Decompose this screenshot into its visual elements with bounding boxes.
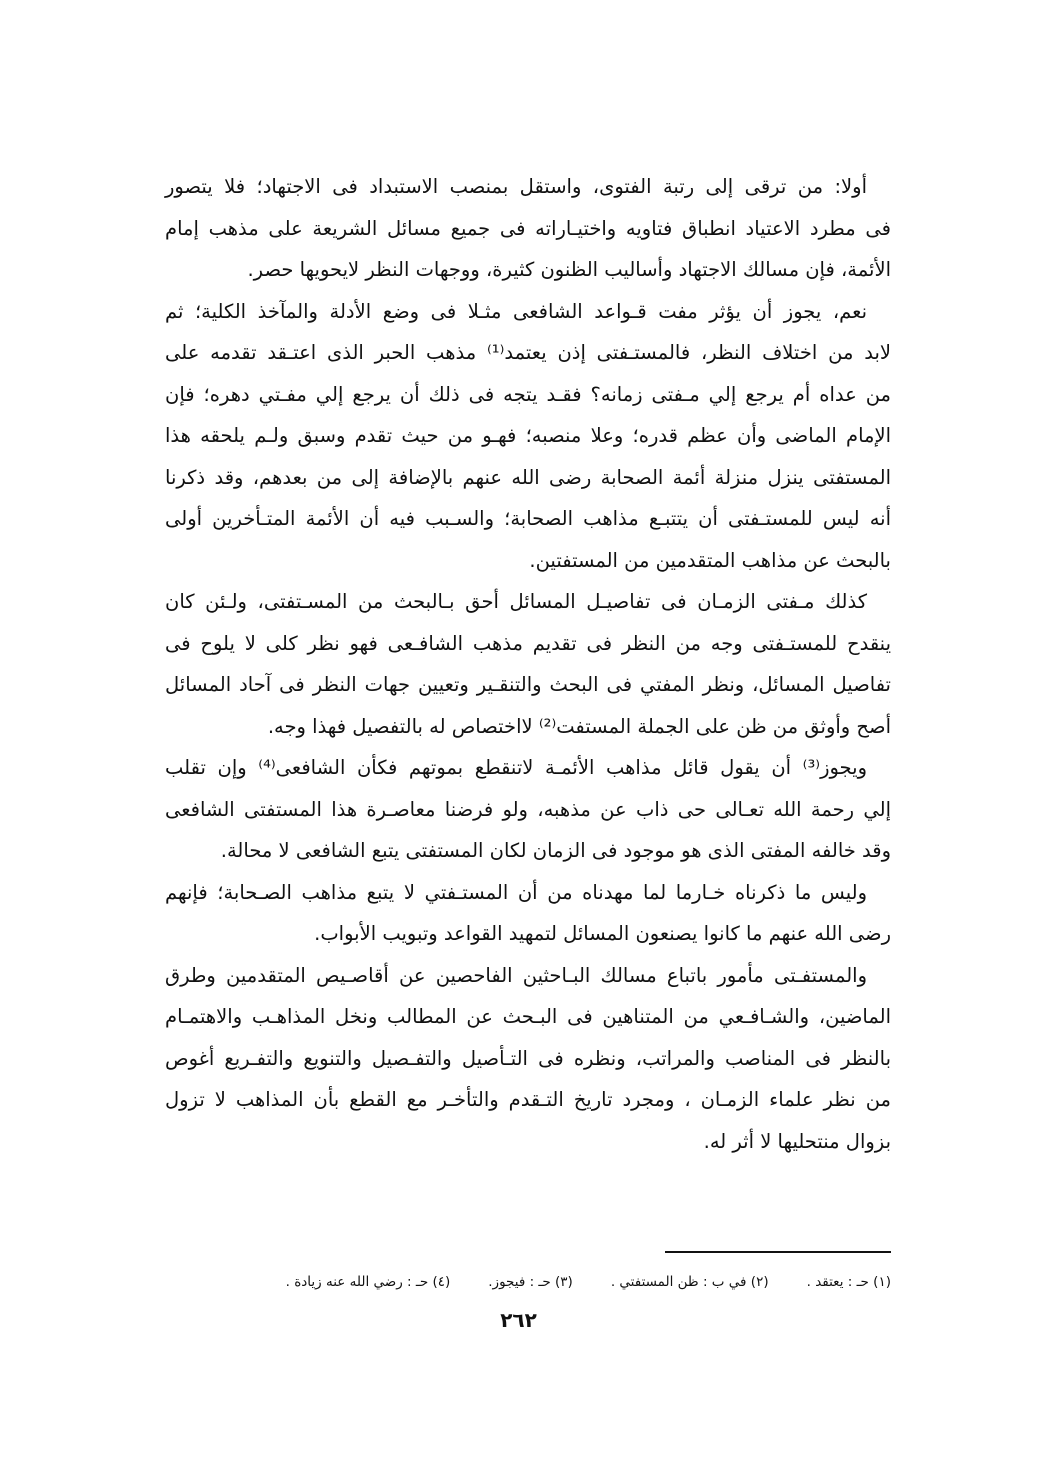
paragraph xyxy=(165,581,891,747)
text-line: بالبحث عن مذاهب المتقدمين من المستفتين. xyxy=(529,548,891,572)
text-line: فى مطرد الاعتياد انطباق فتاويه واختيـاراته فى جميع مسائل الشريعة على مذهب إمام xyxy=(165,216,891,240)
text-line: ويجوز⁽³⁾ أن يقول قائل مذاهب الأئمـة لاتنقطع بموتهم فكأن الشافعى⁽⁴⁾ وإن تقلب xyxy=(165,756,867,779)
text-line: الأئمة، فإن مسالك الاجتهاد وأساليب الظنون كثيرة، ووجهات النظر لايحويها حصر. xyxy=(247,258,891,281)
text-line: والمستفـتى مأمور باتباع مسالك البـاحثين الفاحصين عن أقاصـيص المتقدمين وطرق xyxy=(165,963,867,987)
page-number: ٢٦٢ xyxy=(500,1308,537,1332)
text-line: أولا: من ترقى إلى رتبة الفتوى، واستقل بمنصب الاستبداد فى الاجتهاد؛ فلا يتصور xyxy=(165,175,867,198)
text-line: ينقدح للمستـفتى وجه من النظر فى تقديم مذهب الشافـعى فهو نظر كلى لا يلوح فى xyxy=(165,631,891,655)
paragraph xyxy=(165,955,891,1163)
footnote-separator xyxy=(665,1251,891,1253)
footnote-2: (٢) في ب : ظن المستفتي . xyxy=(610,1274,769,1290)
text-line: المستفتى ينزل منزلة أئمة الصحابة رضى الله عنهم بالإضافة إلى من بعدهم، وقد ذكرنا xyxy=(165,465,891,489)
paragraph xyxy=(165,166,891,291)
text-line: رضى الله عنهم ما كانوا يصنعون المسائل لتمهيد القواعد وتبويب الأبواب. xyxy=(314,922,891,945)
text-line: بالنظر فى المناصب والمراتب، ونظره فى التـأصيل والتفـصيل والتنويع والتفـريع أغوص xyxy=(165,1046,891,1070)
text-line: وليس ما ذكرناه خـارما لما مهدناه من أن المستـفتي لا يتبع مذاهب الصـحابة؛ فإنهم xyxy=(165,880,867,904)
footnote-1: (١) حـ : يعتقد . xyxy=(806,1274,891,1290)
text-line: نعم، يجوز أن يؤثر مفت قـواعد الشافعى مثـلا فى وضع الأدلة والمآخذ الكلية؛ ثم xyxy=(165,299,867,323)
text-line: الإمام الماضى وأن عظم قدره؛ وعلا منصبه؛ فهـو من حيث تقدم وسبق ولـم يلحقه هذا xyxy=(165,424,891,447)
text-line: إلي رحمة الله تعـالى حى ذاب عن مذهبه، ولو فرضنا معاصـرة هذا المستفتى الشافعى xyxy=(165,797,891,821)
paragraph xyxy=(165,291,891,582)
text-line: لابد من اختلاف النظر، فالمستـفتى إذن يعتمد⁽¹⁾ مذهب الحبر الذى اعتـقد تقدمه على xyxy=(165,341,891,364)
text-line: كذلك مـفتى الزمـان فى تفاصيـل المسائل أحق بـالبحث من المسـتفتى، ولـئن كان xyxy=(165,590,867,613)
footnote-4: (٤) حـ : رضي الله عنه زيادة . xyxy=(285,1274,451,1290)
paragraph xyxy=(165,747,891,872)
footnotes xyxy=(165,1274,891,1290)
text-line: بزوال منتحليها لا أثر له. xyxy=(703,1129,891,1153)
text-line: تفاصيل المسائل، ونظر المفتي فى البحث والتنقـير وتعيين جهات النظر فى آحاد المسائل xyxy=(165,673,891,696)
text-line: أنه ليس للمستـفتى أن يتتبـع مذاهب الصحابة؛ والسـبب فيه أن الأئمة المتـأخرين أولى xyxy=(165,507,891,530)
text-line: الماضين، والشـافـعي من المتناهين فى البـحث عن المطالب ونخل المذاهـب والاهتمـام xyxy=(165,1005,891,1028)
paragraph xyxy=(165,872,891,955)
text-line: من نظر علماء الزمـان ، ومجرد تاريخ التـقدم والتأخـر مع القطع بأن المذاهب لا تزول xyxy=(165,1088,891,1111)
footnote-3: (٣) حـ : فيجوز. xyxy=(488,1274,573,1290)
text-line: من عداه أم يرجع إلي مـفتى زمانه؟ فقـد يتجه فى ذلك أن يرجع إلي مفـتي دهره؛ فإن xyxy=(165,382,891,406)
text-line: أصح وأوثق من ظن على الجملة المستفت⁽²⁾ لااختصاص له بالتفصيل فهذا وجه. xyxy=(267,714,891,738)
text-line: وقد خالفه المفتى الذى هو موجود فى الزمان لكان المستفتى يتبع الشافعى لا محالة. xyxy=(220,839,891,862)
body-text xyxy=(165,166,891,1162)
